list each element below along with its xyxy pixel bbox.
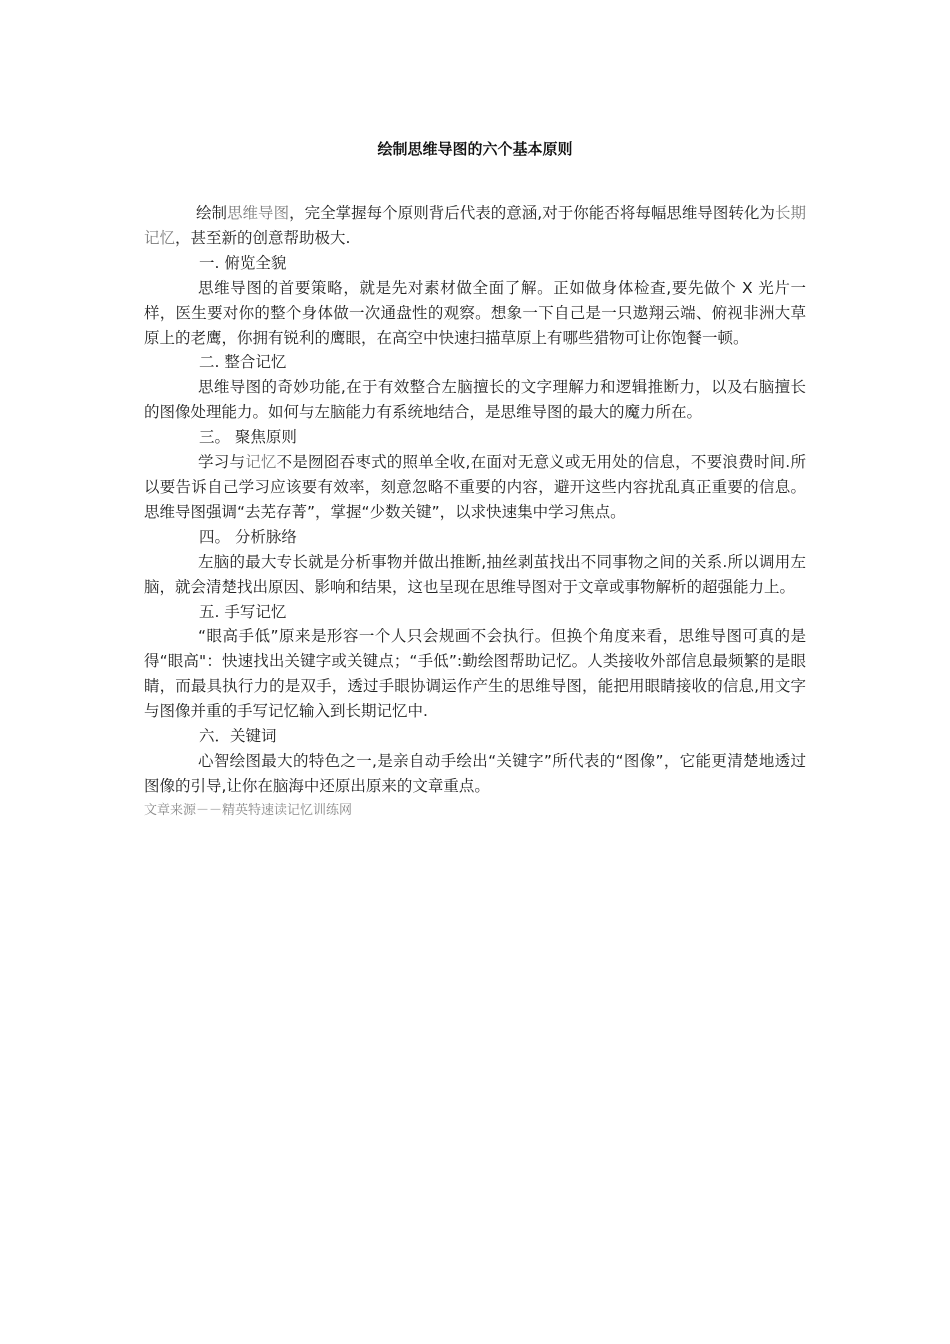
section-body-6: 心智绘图最大的特色之一,是亲自动手绘出“关键字”所代表的“图像”，它能更清楚地透过图像的引导,让你在脑海中还原出原来的文章重点。 [144,751,806,795]
intro-paragraph [144,201,806,251]
section-heading-5: 五. 手写记忆 [199,602,287,621]
section-heading-3: 三。 聚焦原则 [199,428,297,447]
section-body-2: 思维导图的奇妙功能,在于有效整合左脑擅长的文字理解力和逻辑推断力，以及右脑擅长的图像处理能力。如何与左脑能力有系统地结合，是思维导图的最大的魔力所在。 [144,378,806,422]
intro-text-after: ，甚至新的创意帮助极大. [175,228,351,247]
section-body-3-before: 学习与 [198,453,246,472]
document-title: 绘制思维导图的六个基本原则 [377,140,573,158]
intro-text-before: 绘制 [196,204,228,222]
section-body-3-after: 不是囫囵吞枣式的照单全收,在面对无意义或无用处的信息，不要浪费时间.所以要告诉自己学习应该要有效率，刻意忽略不重要的内容，避开这些内容扰乱真正重要的信息。思维导图强调“去芜存菁”，掌握“少数关键”，以求快速集中学习焦点。 [144,453,806,521]
section-heading-2: 二. 整合记忆 [199,353,287,372]
memory-link[interactable]: 记忆 [245,453,277,472]
section-heading-4: 四。 分析脉络 [199,527,297,546]
mind-map-link[interactable]: 思维导图 [227,204,290,222]
section-body-4: 左脑的最大专长就是分析事物并做出推断,抽丝剥茧找出不同事物之间的关系.所以调用左脑，就会清楚找出原因、影响和结果，这也呈现在思维导图对于文章或事物解析的超强能力上。 [144,552,806,596]
section-heading-6: 六．关键词 [199,727,277,746]
document-body [144,201,806,821]
long-term-memory-link[interactable]: 长期记忆 [144,204,806,247]
intro-text-middle: ，完全掌握每个原则背后代表的意涵,对于你能否将每幅思维导图转化为 [289,204,775,222]
section-heading-1: 一. 俯览全貌 [199,253,287,272]
section-body-1: 思维导图的首要策略，就是先对素材做全面了解。正如做身体检查,要先做个 X 光片一样，医生要对你的整个身体做一次通盘性的观察。想象一下自己是一只遨翔云端、俯视非洲大草原上的老鹰，你拥有锐利的鹰眼，在高空中快速扫描草原上有哪些猎物可让你饱餐一顿。 [144,278,806,347]
section-body-5: “眼高手低”原来是形容一个人只会规画不会执行。但换个角度来看，思维导图可真的是得“眼高"：快速找出关键字或关键点；“手低”:勤绘图帮助记忆。人类接收外部信息最频繁的是眼睛，而最具执行力的是双手，透过手眼协调运作产生的思维导图，能把用眼睛接收的信息,用文字与图像并重的手写记忆输入到长期记忆中. [144,627,806,721]
section-body-3 [144,450,806,525]
article-source: 文章来源－－精英特速读记忆训练网 [144,802,353,818]
